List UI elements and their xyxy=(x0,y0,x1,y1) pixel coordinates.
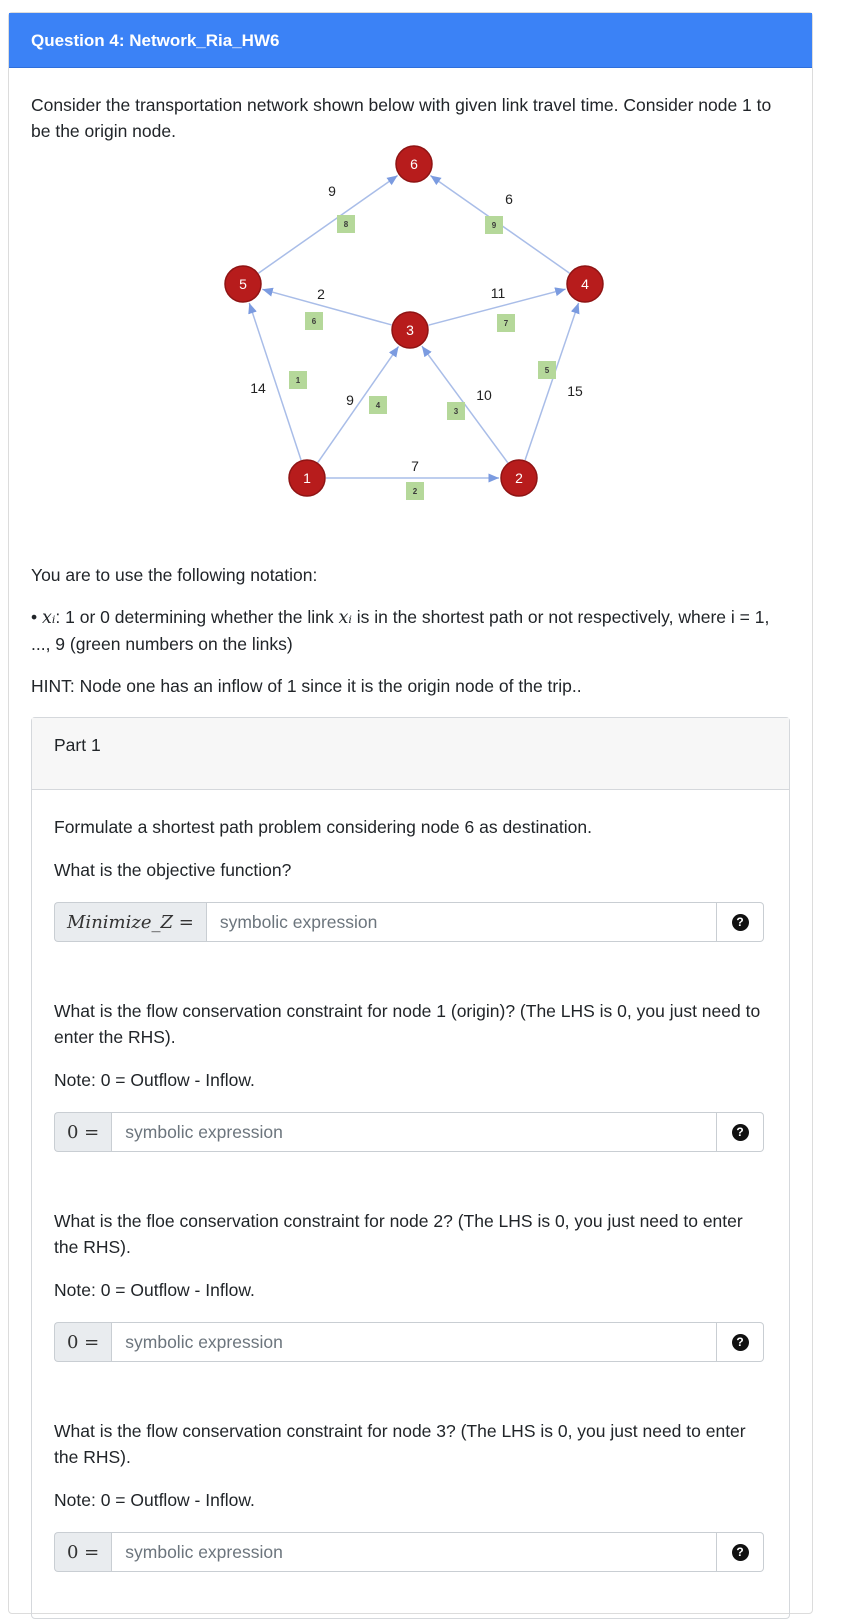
objective-input-group xyxy=(54,902,764,942)
network-diagram xyxy=(31,156,790,548)
node3-note: Note: 0 = Outflow - Inflow. xyxy=(54,1490,255,1510)
help-icon: ? xyxy=(732,1124,749,1141)
node3-prefix: 0 = xyxy=(54,1532,111,1572)
node-label: 4 xyxy=(581,276,589,292)
link-index-label: 8 xyxy=(343,220,349,229)
help-icon: ? xyxy=(732,1334,749,1351)
network-svg xyxy=(31,156,790,548)
objective-help-button[interactable] xyxy=(717,902,764,942)
objective-prefix: Minimize_Z = xyxy=(54,902,206,942)
node1-help-button[interactable] xyxy=(717,1112,764,1152)
notation-heading: You are to use the following notation: xyxy=(31,565,318,585)
hint-text: HINT: Node one has an inflow of 1 since it is the origin node of the trip.. xyxy=(31,676,582,696)
node1-input-group xyxy=(54,1112,764,1152)
link-time-label: 2 xyxy=(317,286,325,302)
node-label: 3 xyxy=(406,322,414,338)
node2-question: What is the floe conservation constraint for node 2? (The LHS is 0, you just need to enter the RHS). xyxy=(54,1211,743,1257)
node3-help-button[interactable] xyxy=(717,1532,764,1572)
node-label: 1 xyxy=(303,470,311,486)
node-label: 2 xyxy=(515,470,523,486)
link-time-label: 14 xyxy=(250,380,266,396)
node3-question: What is the flow conservation constraint for node 3? (The LHS is 0, you just need to enter the RHS). xyxy=(54,1421,746,1467)
objective-question: What is the objective function? xyxy=(54,860,292,880)
help-icon: ? xyxy=(732,1544,749,1561)
link-time-label: 15 xyxy=(567,383,583,399)
part-1-card xyxy=(31,717,790,1619)
intro-text: Consider the transportation network shown below with given link travel time. Consider node 1 to be the origin node. xyxy=(31,95,772,141)
node2-prefix: 0 = xyxy=(54,1322,111,1362)
bullet-text-1: : 1 or 0 determining whether the link xyxy=(55,607,339,627)
part-1-header: Part 1 xyxy=(32,718,789,790)
link-time-label: 7 xyxy=(411,458,419,474)
bullet-text-2: is in the shortest path or not respectively, where i = 1, ..., 9 (green numbers on the links) xyxy=(31,607,770,654)
link-2-4 xyxy=(525,303,578,460)
link-index-label: 9 xyxy=(491,221,497,230)
link-index-label: 2 xyxy=(412,487,418,496)
link-index-label: 1 xyxy=(295,376,301,385)
link-3-5 xyxy=(262,289,391,325)
link-index-label: 5 xyxy=(544,366,550,375)
link-index-label: 3 xyxy=(453,407,459,416)
node1-prefix: 0 = xyxy=(54,1112,111,1152)
node2-help-button[interactable] xyxy=(717,1322,764,1362)
objective-input[interactable]: symbolic expression xyxy=(206,902,717,942)
node-label: 5 xyxy=(239,276,247,292)
node2-input[interactable]: symbolic expression xyxy=(111,1322,717,1362)
link-time-label: 11 xyxy=(490,285,506,301)
var-x-i-2: xᵢ xyxy=(338,608,352,628)
link-index-label: 6 xyxy=(311,317,317,326)
question-title: Question 4: Network_Ria_HW6 xyxy=(9,13,812,68)
node2-note: Note: 0 = Outflow - Inflow. xyxy=(54,1280,255,1300)
node3-input-group xyxy=(54,1532,764,1572)
node2-input-group xyxy=(54,1322,764,1362)
link-time-label: 9 xyxy=(346,392,354,408)
node1-question: What is the flow conservation constraint for node 1 (origin)? (The LHS is 0, you just need to enter the RHS). xyxy=(54,1001,761,1047)
node1-input[interactable]: symbolic expression xyxy=(111,1112,717,1152)
link-index-label: 4 xyxy=(375,401,381,410)
node3-input[interactable]: symbolic expression xyxy=(111,1532,717,1572)
var-x-i: xᵢ xyxy=(42,608,56,628)
help-icon: ? xyxy=(732,914,749,931)
part-1-prompt: Formulate a shortest path problem considering node 6 as destination. xyxy=(54,817,592,837)
node-label: 6 xyxy=(410,156,418,172)
node1-note: Note: 0 = Outflow - Inflow. xyxy=(54,1070,255,1090)
link-time-label: 9 xyxy=(328,183,336,199)
notation-bullet: • xᵢ: 1 or 0 determining whether the link xᵢ is in the shortest path or not respectively, where i = 1, ..., 9 (green numbers on the links) xyxy=(31,607,770,654)
link-time-label: 6 xyxy=(505,191,513,207)
link-time-label: 10 xyxy=(476,387,492,403)
question-card xyxy=(8,12,813,1614)
link-index-label: 7 xyxy=(503,319,509,328)
